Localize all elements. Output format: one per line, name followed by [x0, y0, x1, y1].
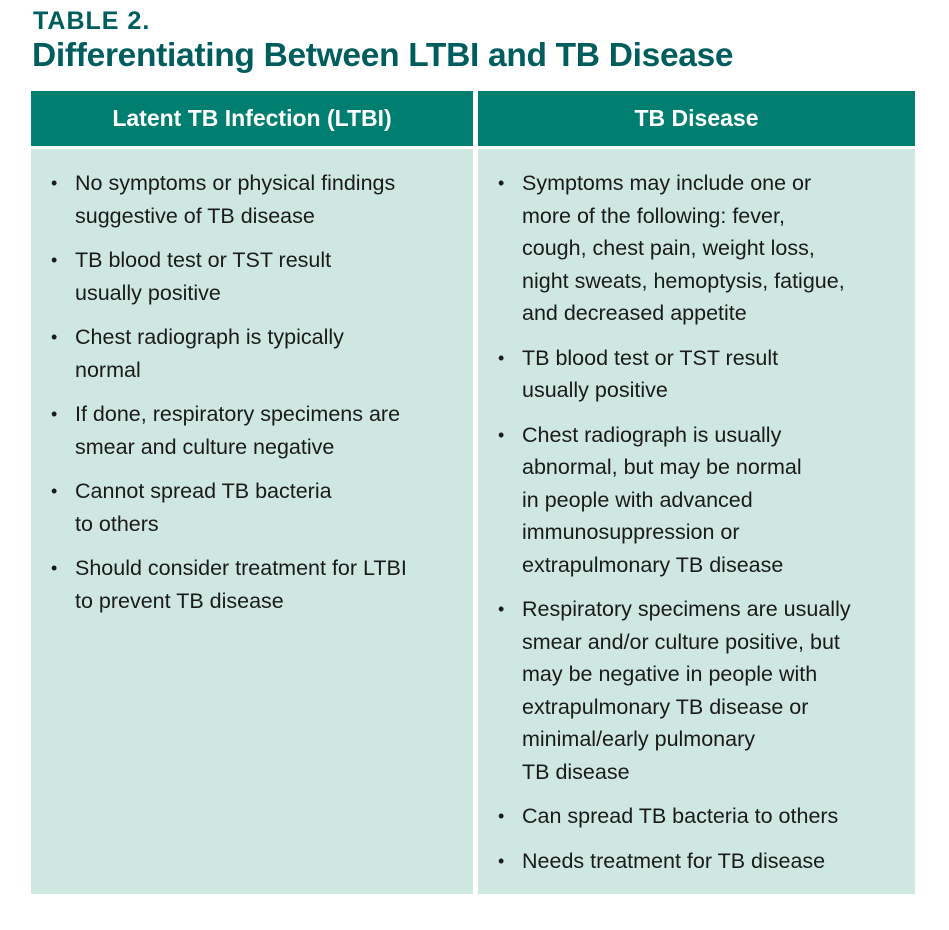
list-item: • If done, respiratory specimens are smear and culture negative	[31, 398, 473, 463]
list-item: • No symptoms or physical findings suggestive of TB disease	[31, 167, 473, 232]
list-item: • Cannot spread TB bacteria to others	[31, 475, 473, 540]
tb-disease-column	[478, 91, 915, 894]
list-item: • Respiratory specimens are usually smear and/or culture positive, but may be negative in people with extrapulmonary TB disease or minimal/early pulmonary TB disease	[478, 593, 915, 788]
list-item: • TB blood test or TST result usually positive	[478, 342, 915, 407]
list-item: • Needs treatment for TB disease	[478, 845, 915, 878]
table-title: Differentiating Between LTBI and TB Disease	[32, 37, 734, 74]
list-item: • Chest radiograph is typically normal	[31, 321, 473, 386]
ltbi-column-header: Latent TB Infection (LTBI)	[31, 91, 473, 149]
list-item: • Chest radiograph is usually abnormal, but may be normal in people with advanced immunosuppression or extrapulmonary TB disease	[478, 419, 915, 582]
list-item: • Should consider treatment for LTBI to prevent TB disease	[31, 552, 473, 617]
ltbi-bullet-list	[31, 149, 473, 617]
list-item: • TB blood test or TST result usually positive	[31, 244, 473, 309]
table-number-label: TABLE 2.	[33, 7, 151, 35]
ltbi-column	[31, 91, 473, 894]
tb-disease-column-header: TB Disease	[478, 91, 915, 149]
list-item: • Can spread TB bacteria to others	[478, 800, 915, 833]
list-item: • Symptoms may include one or more of the following: fever, cough, chest pain, weight loss, night sweats, hemoptysis, fatigue, and decreased appetite	[478, 167, 915, 330]
tb-disease-bullet-list	[478, 149, 915, 877]
